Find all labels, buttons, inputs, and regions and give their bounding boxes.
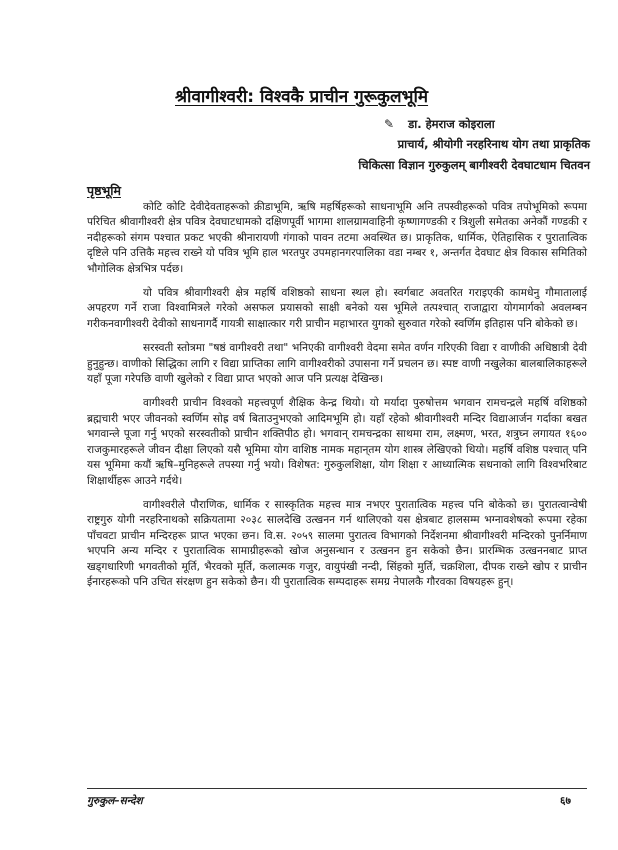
paragraph-5: वागीश्वरीले पौराणिक, धार्मिक र सास्कृतिक महत्त्व मात्र नभएर पुरातात्विक महत्त्व पनि बोकेको छ। पुरातत्वान्वेषी राष्ट्रगुरु योगी नरहरिनाथको सक्रियतामा २०३८ सालदेखि उत्खनन गर्न थालिएको यस क्षेत्रबाट हालसम्म भग्नावशेषको रूपमा रहेका पाँचवटा प्राचीन मन्दिरहरू प्राप्त भएका छन। वि.स. २०५९ सालमा पुरातत्व विभागको निर्देशनमा श्रीवागीश्वरी मन्दिरको पुनर्निमाण भएपनि अन्य मन्दिर र पुरातात्विक सामाग्रीहरूको खोज अनुसन्धान र उत्खनन हुन सकेको छैन। प्रारम्भिक उत्खननबाट प्राप्त खड्गधारिणी भगवतीको मूर्ति, भैरवको मूर्ति, कलात्मक गजुर, वायुपंखी नन्दी, सिंहको मुर्ति, चक्रशिला, दीपक राख्ने खोप र प्राचीन ईनारहरूको पनि उचित संरक्षण हुन सकेको छैन। यी पुरातात्विक सम्पदाहरू समग्र नेपालकै गौरवका विषयहरू हुन्।: [87, 498, 587, 588]
paragraph-2: यो पवित्र श्रीवागीश्वरी क्षेत्र महर्षि वशिष्ठको साधना स्थल हो। स्वर्गबाट अवतरित गराइएकी कामधेनु गौमातालाई अपहरण गर्ने राजा विश्वामित्रले गरेको असफल प्रयासको साक्षी बनेको यस भूमिले तत्पश्चात् राजाद्वारा योगमार्गको अवलम्बन गरीकनवागीश्वरी देवीको साधनागर्दै गायत्री साक्षात्कार गरी प्राचीन महाभारत युगको सुरुवात गरेको स्वर्णिम इतिहास पनि बोकेको छ।: [87, 287, 587, 330]
author-byline: [384, 117, 594, 132]
section-heading: पृष्ठभूमि: [87, 183, 121, 198]
paragraph-3: सरस्वती स्तोत्रमा "षष्ठं वागीश्वरी तथा" भनिएकी वागीश्वरी वेदमा समेत वर्णन गरिएकी विद्या र वाणीकी अधिष्ठात्री देवी हुनुहुन्छ। वाणीको सिद्धिका लागि र विद्या प्राप्तिका लागि वागीश्वरीको उपासना गर्ने प्रचलन छ। स्पष्ट वाणी नखुलेका बालबालिकाहरूले यहाँ पूजा गरेपछि वाणी खुलेको र विद्या प्राप्त भएको आज पनि प्रत्यक्ष देखिन्छ।: [87, 342, 587, 386]
paragraph-4: वागीश्वरी प्राचीन विश्वको महत्त्वपूर्ण शैक्षिक केन्द्र थियो। यो मर्यादा पुरुषोत्तम भगवान रामचन्द्रले महर्षि वशिष्ठको ब्रह्मचारी भएर जीवनको स्वर्णिम सोह्र वर्ष बिताउनुभएको आदिमभूमि हो। यहाँ रहेको श्रीवागीश्वरी मन्दिर विद्याआर्जन गर्दाका बखत भगवान्ले पूजा गर्नु भएको सरस्वतीको प्राचीन शक्तिपीठ हो। भगवान् रामचन्द्रका साथमा राम, लक्ष्मण, भरत, शत्रुघ्न लगायत १६०० राजकुमारहरूले जीवन दीक्षा लिएको यसै भूमिमा योग वाशिष्ठ नामक महान्‌तम योग शास्त्र लेखिएको थियो। महर्षि वशिष्ठ पश्चात् पनि यस भूमिमा कयौं ऋषि–मुनिहरूले तपस्या गर्नु भयो। विशेषत: गुरुकुलशिक्षा, योग शिक्षा र आध्यात्मिक सधनाको लागि विश्वभरिबाट शिक्षार्थीहरू आउने गर्दथे।: [87, 397, 587, 487]
paragraph-1: कोटि कोटि देवीदेवताहरूको क्रीडाभूमि, ऋषि महर्षिहरूको साधनाभूमि अनि तपस्वीहरूको पवित्र तपोभूमिको रूपमा परिचित श्रीवागीश्वरी क्षेत्र पवित्र देवघाटधामको दक्षिणपूर्वी भागमा शालग्रामवाहिनी कृष्णागण्डकी र त्रिशुली समेतका अनेकौं गण्डकी र नदीहरूको संगम पश्चात प्रकट भएकी श्रीनारायणी गंगाको पावन तटमा अवस्थित छ। प्राकृतिक, धार्मिक, ऐतिहासिक र पुरातात्विक दृष्टिले पनि उत्तिकै महत्त्व राख्ने यो पवित्र भूमि हाल भरतपुर उपमहानगरपालिका वडा नम्बर १, अन्तर्गत देवघाट क्षेत्र विकास समितिको भौगोलिक क्षेत्रभित्र पर्दछ।: [87, 201, 587, 275]
pen-icon: ✎: [384, 117, 395, 131]
footer-divider: [87, 788, 587, 789]
footer-publication-name: गुरुकुल–सन्देश: [87, 795, 143, 807]
article-body: [87, 200, 587, 599]
author-affiliation-line-2: चिकित्सा विज्ञान गुरुकुलम् बागीश्वरी देवघाटधाम चितवन: [358, 158, 590, 172]
author-name: डा. हेमराज कोइराला: [408, 117, 495, 131]
article-title: श्रीवागीश्वरी: विश्वकै प्राचीन गुरूकुलभूमि: [175, 87, 429, 107]
footer-page-number: ६७: [560, 795, 571, 807]
author-affiliation-line-1: प्राचार्य, श्रीयोगी नरहरिनाथ योग तथा प्राकृतिक: [397, 137, 590, 151]
